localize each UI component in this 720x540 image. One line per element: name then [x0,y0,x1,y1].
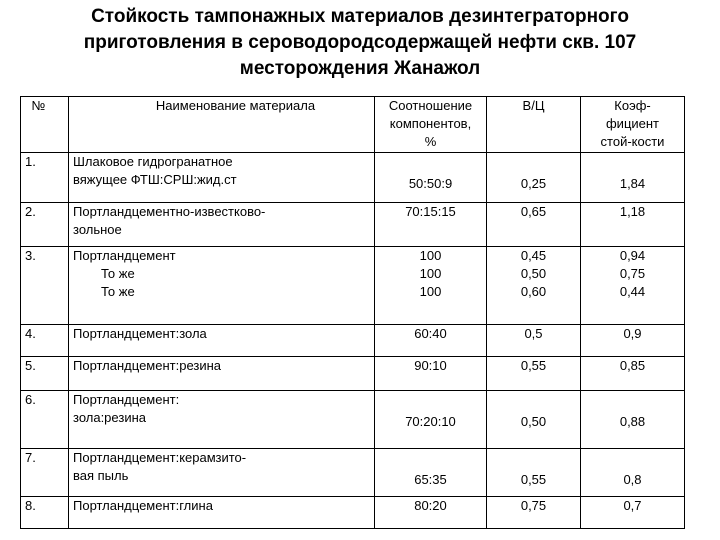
row-number: 8. [21,497,69,529]
title-line-3: месторождения Жанажол [239,58,481,79]
ratio-value: 65:35 [414,472,447,487]
title-line-1: Стойкость тампонажных материалов дезинтеграторного [91,6,629,27]
table-row [21,325,685,357]
material-name-line: зольное [73,222,122,237]
ratio-value: 100 [419,248,442,263]
material-name-line: Шлаковое гидрогранатное [73,154,233,169]
row-number: 4. [21,325,69,357]
cell-coef [581,391,685,449]
ratio-value: 100 [419,284,442,299]
cell-ratio [375,449,487,497]
table-row [21,391,685,449]
material-name-line: вяжущее ФТШ:СРШ:жид.ст [73,172,237,187]
ratio-value: 70:20:10 [405,414,456,429]
row-number: 5. [21,357,69,391]
cell-coef [581,325,685,357]
cell-ratio [375,357,487,391]
table-row [21,357,685,391]
wc-value: 0,55 [520,472,547,487]
material-name-line: То же [101,266,135,281]
cell-coef [581,449,685,497]
materials-table [20,96,685,529]
coef-value: 0,44 [619,284,646,299]
table-row [21,203,685,247]
cell-wc [487,357,581,391]
ratio-value: 80:20 [414,498,447,513]
material-name [69,325,375,357]
wc-value: 0,55 [520,358,547,373]
material-name [69,153,375,203]
cell-wc [487,391,581,449]
header-ratio: Соотношение компонентов, % [375,97,487,153]
material-name-line: Портландцемент:керамзито- [73,450,247,465]
material-name [69,391,375,449]
material-name-line: Портландцемент:резина [73,358,222,373]
ratio-value: 90:10 [414,358,447,373]
material-name-line: Портландцемент:зола [73,326,207,341]
coef-value: 1,84 [619,176,646,191]
coef-value: 1,18 [619,204,646,219]
cell-wc [487,325,581,357]
cell-wc [487,153,581,203]
wc-value: 0,45 [520,248,547,263]
coef-value: 0,94 [619,248,646,263]
material-name [69,357,375,391]
coef-value: 0,85 [619,358,646,373]
header-coef: Коэф- фициент стой-кости [581,97,685,153]
wc-value: 0,50 [520,266,547,281]
wc-value: 0,75 [520,498,547,513]
cell-coef [581,357,685,391]
cell-ratio [375,153,487,203]
coef-value: 0,7 [623,498,642,513]
cell-ratio [375,391,487,449]
material-name-line: Портландцемент [73,248,176,263]
cell-wc [487,449,581,497]
table-header-row [21,97,685,153]
ratio-value: 60:40 [414,326,447,341]
cell-coef [581,153,685,203]
ratio-value: 50:50:9 [408,176,453,191]
row-number: 6. [21,391,69,449]
cell-ratio [375,497,487,529]
wc-value: 0,60 [520,284,547,299]
material-name [69,247,375,325]
cell-ratio [375,203,487,247]
material-name-line: То же [101,284,135,299]
cell-coef [581,497,685,529]
row-number: 3. [21,247,69,325]
page-title [40,4,680,82]
ratio-value: 100 [419,266,442,281]
header-num: № [21,97,69,153]
coef-value: 0,88 [619,414,646,429]
material-name-line: Портландцементно-известково- [73,204,266,219]
material-name-line: Портландцемент:глина [73,498,213,513]
wc-value: 0,25 [520,176,547,191]
table-row [21,497,685,529]
cell-wc [487,247,581,325]
coef-value: 0,9 [623,326,642,341]
cell-coef [581,203,685,247]
material-name [69,203,375,247]
title-line-2: приготовления в сероводородсодержащей нефти скв. 107 [83,32,637,53]
table-row [21,247,685,325]
material-name [69,449,375,497]
coef-value: 0,75 [619,266,646,281]
ratio-value: 70:15:15 [405,204,456,219]
material-name [69,497,375,529]
row-number: 1. [21,153,69,203]
row-number: 2. [21,203,69,247]
wc-value: 0,65 [520,204,547,219]
header-wc: В/Ц [487,97,581,153]
row-number: 7. [21,449,69,497]
cell-ratio [375,247,487,325]
table-row [21,153,685,203]
material-name-line: Портландцемент: [73,392,180,407]
cell-wc [487,203,581,247]
material-name-line: зола:резина [73,410,146,425]
cell-coef [581,247,685,325]
cell-ratio [375,325,487,357]
table-row [21,449,685,497]
cell-wc [487,497,581,529]
wc-value: 0,50 [520,414,547,429]
coef-value: 0,8 [623,472,642,487]
header-name: Наименование материала [69,97,375,153]
material-name-line: вая пыль [73,468,129,483]
wc-value: 0,5 [524,326,543,341]
